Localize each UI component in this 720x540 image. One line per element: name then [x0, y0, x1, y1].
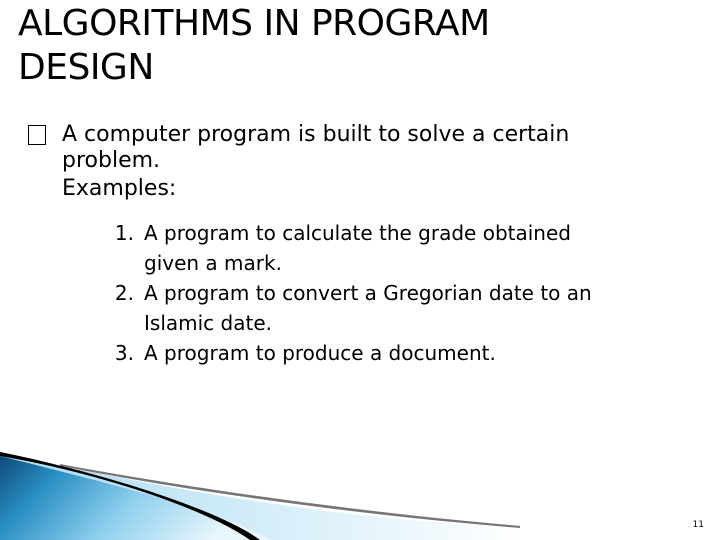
list-item-line-2: given a mark.	[144, 251, 282, 275]
list-item-line-2: Islamic date.	[144, 311, 272, 335]
slide-number: 11	[692, 520, 704, 530]
list-item-number: 3.	[114, 341, 134, 365]
list-item-number: 2.	[114, 281, 134, 305]
list-item-text	[144, 338, 654, 368]
decorative-wave-graphic	[0, 450, 720, 540]
list-item-text	[144, 218, 654, 278]
bullet-point	[28, 122, 688, 148]
examples-list-item	[28, 218, 688, 278]
examples-label: Examples:	[62, 176, 177, 201]
slide-title-line-2: DESIGN	[18, 47, 154, 88]
list-item-number: 1.	[114, 221, 134, 245]
list-item-line-1: A program to produce a document.	[144, 341, 496, 365]
examples-list-item	[28, 338, 688, 368]
list-item-line-1: A program to convert a Gregorian date to an	[144, 281, 592, 305]
examples-list-item	[28, 278, 688, 338]
slide-title	[18, 2, 578, 90]
bullet-text-line-1: A computer program is built to solve a certain	[62, 122, 570, 147]
list-item-line-1: A program to calculate the grade obtained	[144, 221, 571, 245]
square-bullet-icon	[28, 125, 46, 145]
bullet-text-line-2: problem.	[62, 148, 161, 173]
examples-list	[28, 218, 688, 368]
list-item-text	[144, 278, 654, 338]
slide-title-line-1: ALGORITHMS IN PROGRAM	[18, 3, 490, 44]
slide-body	[28, 122, 688, 368]
